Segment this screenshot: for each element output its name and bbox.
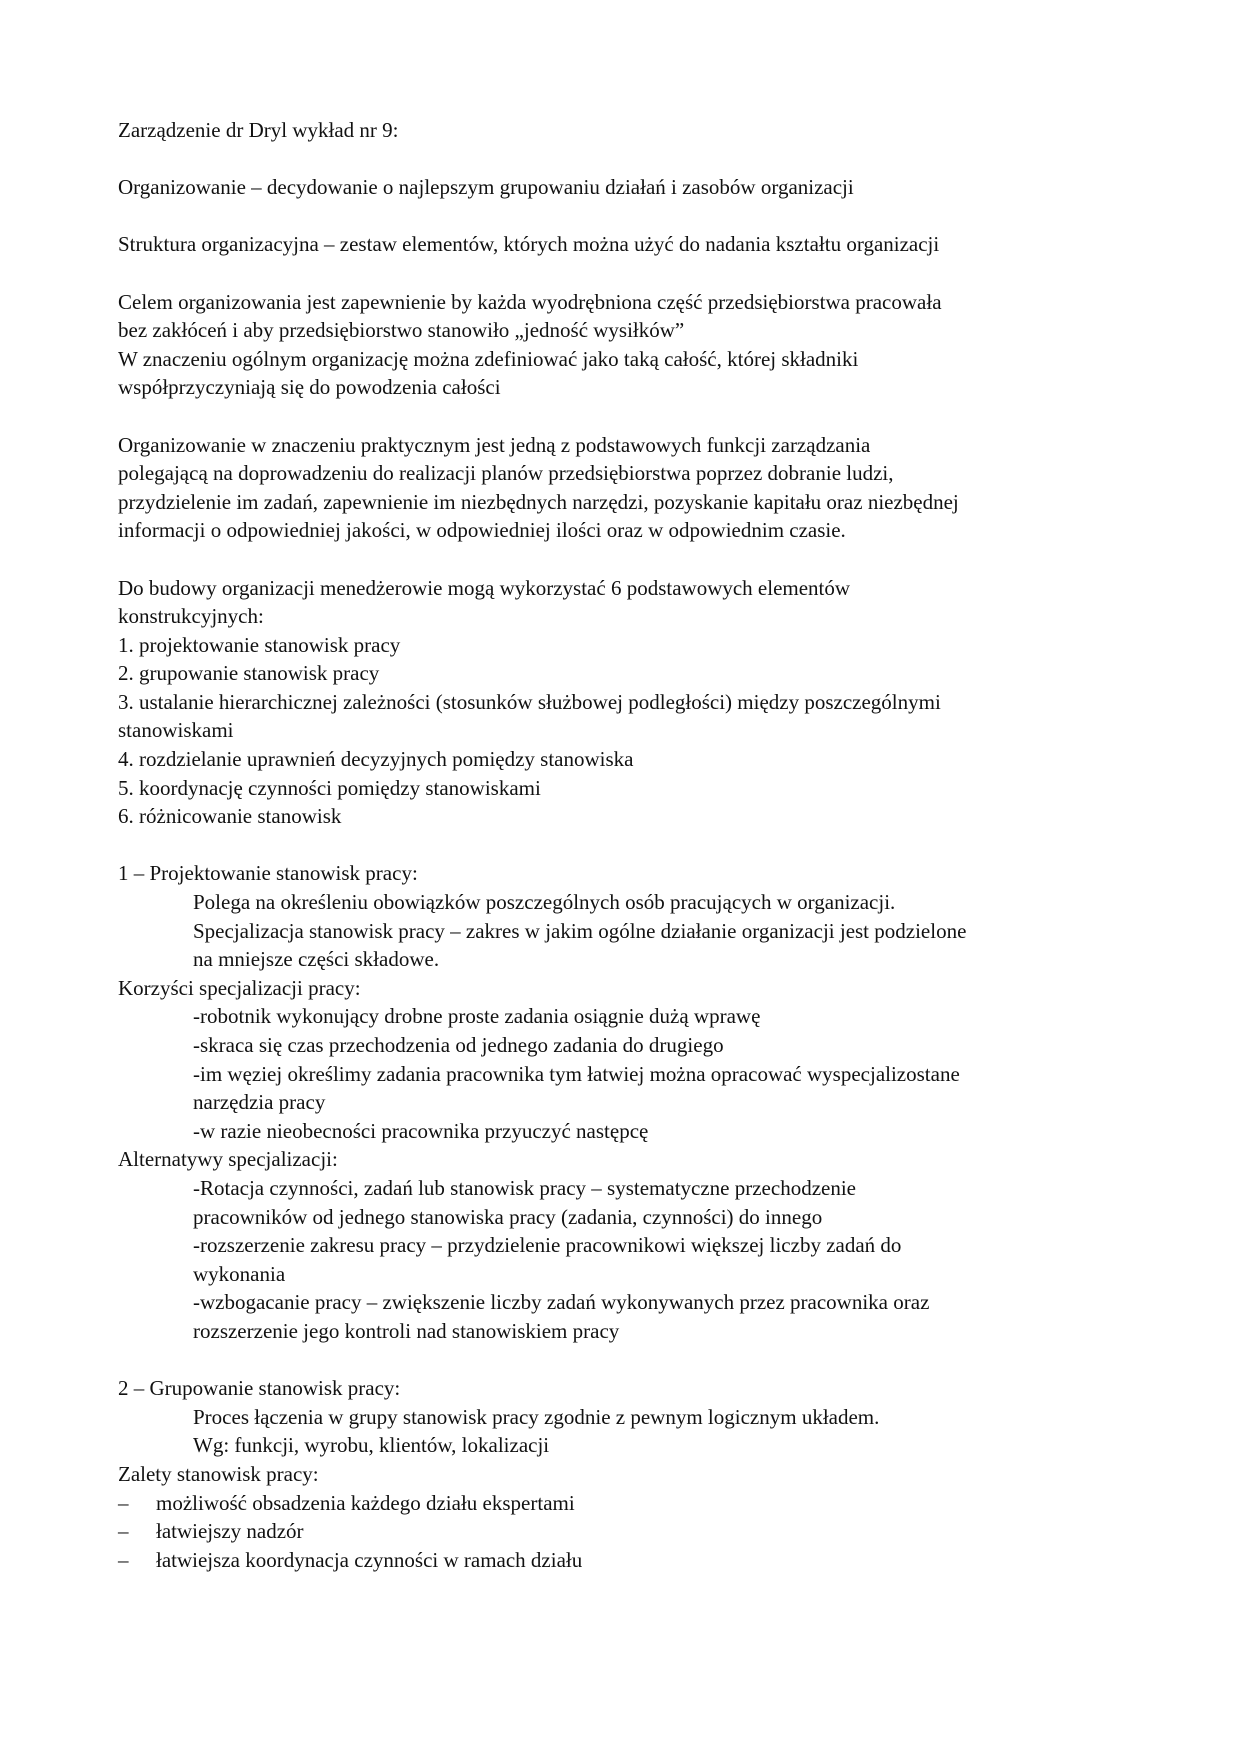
list-item-text: możliwość obsadzenia każdego działu ekspertami <box>156 1490 575 1515</box>
paragraph-praktyczne <box>118 431 1128 545</box>
list-item: -skraca się czas przechodzenia od jednego zadania do drugiego <box>193 1033 724 1057</box>
paragraph-celem <box>118 288 1128 402</box>
text-line: Proces łączenia w grupy stanowisk pracy zgodnie z pewnym logicznym układem. <box>193 1404 880 1429</box>
list-item: -wzbogacanie pracy – zwiększenie liczby zadań wykonywanych przez pracownika oraz <box>193 1290 930 1315</box>
text-line: na mniejsze części składowe. <box>193 947 440 972</box>
text-line: konstrukcyjnych: <box>118 604 264 629</box>
subsection-heading: Korzyści specjalizacji pracy: <box>118 975 361 1000</box>
list-item-text: łatwiejsza koordynacja czynności w ramach działu <box>156 1547 583 1572</box>
list-item: -rozszerzenie zakresu pracy – przydzielenie pracownikowi większej liczby zadań do <box>193 1233 902 1258</box>
dash-bullet: – <box>118 1547 129 1572</box>
text-line: Celem organizowania jest zapewnienie by każda wyodrębniona część przedsiębiorstwa pracowała <box>118 289 942 314</box>
document-title: Zarządzenie dr Dryl wykład nr 9: <box>118 118 399 142</box>
text-line: Do budowy organizacji menedżerowie mogą wykorzystać 6 podstawowych elementów <box>118 575 851 600</box>
text-line: Wg: funkcji, wyrobu, klientów, lokalizacji <box>193 1433 550 1458</box>
definition-organizowanie: Organizowanie – decydowanie o najlepszym grupowaniu działań i zasobów organizacji <box>118 175 854 200</box>
list-item: -Rotacja czynności, zadań lub stanowisk pracy – systematyczne przechodzenie <box>193 1175 856 1200</box>
list-item: 2. grupowanie stanowisk pracy <box>118 661 380 686</box>
list-item: 6. różnicowanie stanowisk <box>118 804 342 829</box>
section-heading: 1 – Projektowanie stanowisk pracy: <box>118 861 418 886</box>
list-item: 4. rozdzielanie uprawnień decyzyjnych pomiędzy stanowiska <box>118 747 634 772</box>
section-projektowanie <box>118 859 1128 1345</box>
list-item <box>118 1489 1128 1518</box>
text-line: współprzyczyniają się do powodzenia całości <box>118 375 501 400</box>
text-line: polegającą na doprowadzeniu do realizacji planów przedsiębiorstwa poprzez dobranie ludzi, <box>118 461 894 486</box>
list-item: -w razie nieobecności pracownika przyuczyć następcę <box>193 1118 649 1143</box>
text-line: wykonania <box>193 1261 286 1286</box>
text-line: Specjalizacja stanowisk pracy – zakres w jakim ogólne działanie organizacji jest podzielone <box>193 918 967 943</box>
list-item: -im węziej określimy zadania pracownika tym łatwiej można opracować wyspecjalizostane <box>193 1061 960 1086</box>
definition-struktura: Struktura organizacyjna – zestaw elementów, których można użyć do nadania kształtu organizacji <box>118 232 940 257</box>
list-item: 5. koordynację czynności pomiędzy stanowiskami <box>118 775 541 800</box>
section-heading: 2 – Grupowanie stanowisk pracy: <box>118 1376 401 1401</box>
text-line: Polega na określeniu obowiązków poszczególnych osób pracujących w organizacji. <box>193 890 896 915</box>
text-line: pracowników od jednego stanowiska pracy (zadania, czynności) do innego <box>193 1204 823 1229</box>
text-line: przydzielenie im zadań, zapewnienie im niezbędnych narzędzi, pozyskanie kapitału oraz niezbędnej <box>118 489 959 514</box>
section-grupowanie <box>118 1374 1128 1574</box>
text-line: bez zakłóceń i aby przedsiębiorstwo stanowiło „jedność wysiłków” <box>118 318 685 343</box>
text-line: informacji o odpowiedniej jakości, w odpowiedniej ilości oraz w odpowiednim czasie. <box>118 518 846 543</box>
list-item <box>118 1517 1128 1546</box>
subsection-heading: Alternatywy specjalizacji: <box>118 1147 338 1172</box>
text-line: rozszerzenie jego kontroli nad stanowiskiem pracy <box>193 1318 620 1343</box>
dash-bullet: – <box>118 1519 129 1544</box>
document-page <box>118 116 1128 1574</box>
list-item: -robotnik wykonujący drobne proste zadania osiągnie dużą wprawę <box>193 1004 761 1029</box>
paragraph-budowa <box>118 574 1128 831</box>
list-item: 3. ustalanie hierarchicznej zależności (stosunków służbowej podległości) między poszczególnymi <box>118 689 941 714</box>
subsection-heading: Zalety stanowisk pracy: <box>118 1461 319 1486</box>
list-item: 1. projektowanie stanowisk pracy <box>118 632 401 657</box>
text-line: Organizowanie w znaczeniu praktycznym jest jedną z podstawowych funkcji zarządzania <box>118 432 871 457</box>
text-line: narzędzia pracy <box>193 1090 326 1115</box>
list-item <box>118 1546 1128 1575</box>
list-item-text: łatwiejszy nadzór <box>156 1519 304 1544</box>
text-line: W znaczeniu ogólnym organizację można zdefiniować jako taką całość, której składniki <box>118 346 859 371</box>
dash-bullet: – <box>118 1490 129 1515</box>
text-line: stanowiskami <box>118 718 234 743</box>
